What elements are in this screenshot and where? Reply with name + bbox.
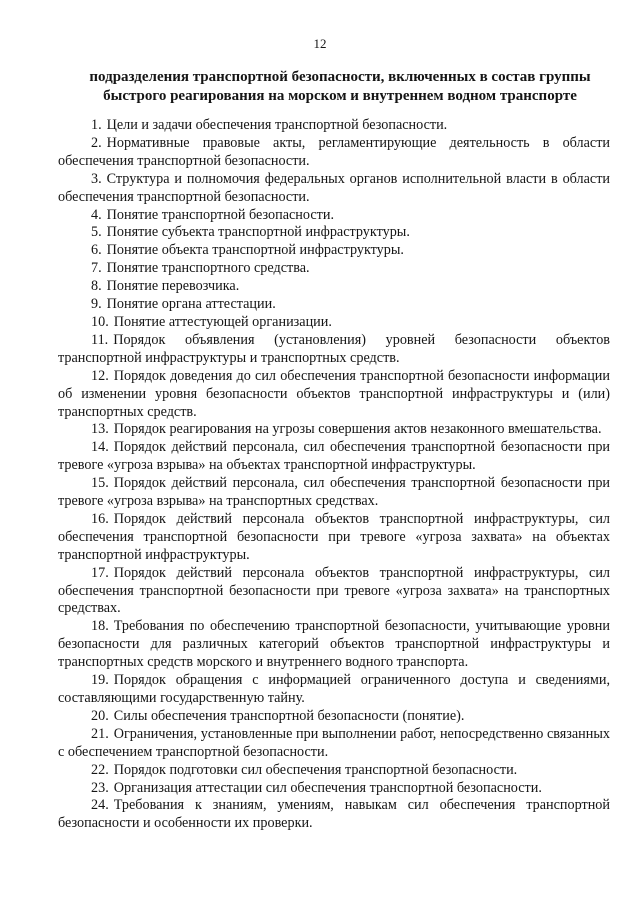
list-item-text: Порядок объявления (установления) уровней безопасности объектов транспортной инфраструктуры и транспортных средств. bbox=[58, 331, 610, 366]
list-item bbox=[58, 314, 610, 332]
list-item-number: 17. bbox=[91, 564, 109, 581]
list-item bbox=[58, 421, 610, 439]
list-item-number: 16. bbox=[91, 510, 109, 527]
list-item-text: Понятие транспортного средства. bbox=[106, 260, 310, 277]
list-item-text: Требования по обеспечению транспортной безопасности, учитывающие уровни безопасности для различных категорий объектов транспортной инфраструктуры и транспортных средств морского и внутреннего водного транспорта. bbox=[58, 618, 610, 671]
list-item-text: Понятие транспортной безопасности. bbox=[106, 206, 334, 223]
list-item-text: Понятие субъекта транспортной инфраструктуры. bbox=[106, 224, 410, 241]
section-heading bbox=[60, 68, 620, 106]
list-item-number: 8. bbox=[91, 278, 102, 295]
list-item-number: 13. bbox=[91, 421, 109, 438]
page-number: 12 bbox=[313, 36, 327, 51]
list-item-text: Понятие объекта транспортной инфраструктуры. bbox=[106, 242, 404, 259]
list-item-number: 6. bbox=[91, 242, 102, 259]
list-item-number: 11. bbox=[91, 331, 109, 348]
list-item-number: 1. bbox=[91, 117, 102, 133]
heading-line-1: подразделения транспортной безопасности, включенных в состав группы bbox=[89, 69, 591, 85]
list-item-number: 15. bbox=[91, 475, 109, 492]
list-item-text: Понятие аттестующей организации. bbox=[113, 313, 332, 330]
list-item-text: Порядок действий персонала, сил обеспечения транспортной безопасности при тревоге «угроза взрыва» на транспортных средствах. bbox=[58, 475, 610, 510]
list-item bbox=[58, 224, 610, 242]
list-item bbox=[58, 726, 610, 762]
list-item-text: Цели и задачи обеспечения транспортной безопасности. bbox=[106, 117, 448, 133]
list-item bbox=[58, 260, 610, 278]
list-item bbox=[58, 780, 610, 798]
list-item bbox=[58, 135, 610, 171]
list-item bbox=[58, 511, 610, 565]
list-item-text: Нормативные правовые акты, регламентирующие деятельность в области обеспечения транспортной безопасности. bbox=[58, 134, 610, 169]
list-item-text: Структура и полномочия федеральных органов исполнительной власти в области обеспечения транспортной безопасности. bbox=[58, 170, 610, 205]
list-item-text: Требования к знаниям, умениям, навыкам сил обеспечения транспортной безопасности и особенности их проверки. bbox=[58, 797, 610, 832]
list-item bbox=[58, 708, 610, 726]
list-item-number: 4. bbox=[91, 206, 102, 223]
list-item bbox=[58, 368, 610, 422]
list-item-text: Порядок подготовки сил обеспечения транспортной безопасности. bbox=[113, 761, 518, 778]
list-item-text: Организация аттестации сил обеспечения транспортной безопасности. bbox=[113, 779, 542, 796]
list-item-number: 9. bbox=[91, 296, 102, 313]
list-item bbox=[58, 296, 610, 314]
list-item bbox=[58, 332, 610, 368]
list-item-text: Силы обеспечения транспортной безопасности (понятие). bbox=[113, 707, 465, 724]
list-item bbox=[58, 565, 610, 619]
list-item-number: 18. bbox=[91, 618, 109, 635]
list-item-text: Порядок обращения с информацией ограниченного доступа и сведениями, составляющими государственную тайну. bbox=[58, 672, 610, 706]
numbered-list bbox=[58, 117, 610, 833]
list-item bbox=[58, 797, 610, 833]
list-item-number: 3. bbox=[91, 170, 102, 187]
list-item-number: 24. bbox=[91, 797, 109, 814]
list-item-number: 14. bbox=[91, 439, 109, 456]
list-item-text: Ограничения, установленные при выполнении работ, непосредственно связанных с обеспечением транспортной безопасности. bbox=[58, 725, 610, 760]
list-item bbox=[58, 475, 610, 511]
list-item bbox=[58, 242, 610, 260]
list-item-number: 10. bbox=[91, 313, 109, 330]
list-item-text: Порядок действий персонала объектов транспортной инфраструктуры, сил обеспечения транспортной безопасности при тревоге «угроза захвата» на объектах транспортной инфраструктуры. bbox=[58, 510, 610, 563]
list-item-number: 12. bbox=[91, 367, 109, 384]
list-item bbox=[58, 207, 610, 225]
heading-line-2: быстрого реагирования на морском и внутреннем водном транспорте bbox=[103, 88, 577, 104]
list-item-number: 23. bbox=[91, 779, 109, 796]
list-item bbox=[58, 278, 610, 296]
list-item-text: Понятие перевозчика. bbox=[106, 278, 240, 295]
list-item-text: Порядок действий персонала объектов транспортной инфраструктуры, сил обеспечения транспортной безопасности при тревоге «угроза захвата» на транспортных средствах. bbox=[58, 564, 610, 617]
list-item-number: 21. bbox=[91, 725, 109, 742]
list-item bbox=[58, 439, 610, 475]
list-item-number: 22. bbox=[91, 761, 109, 778]
list-item bbox=[58, 171, 610, 207]
list-item-text: Порядок реагирования на угрозы совершения актов незаконного вмешательства. bbox=[113, 421, 602, 438]
list-item-number: 5. bbox=[91, 224, 102, 241]
list-item bbox=[58, 117, 610, 135]
list-item-number: 19. bbox=[91, 672, 109, 689]
list-item-number: 7. bbox=[91, 260, 102, 277]
list-item bbox=[58, 618, 610, 672]
list-item-number: 20. bbox=[91, 707, 109, 724]
list-item-text: Порядок доведения до сил обеспечения транспортной безопасности информации об изменении уровня безопасности объектов транспортной инфраструктуры и (или) транспортных средств. bbox=[58, 367, 610, 420]
list-item-text: Понятие органа аттестации. bbox=[106, 296, 276, 313]
list-item-number: 2. bbox=[91, 134, 102, 151]
list-item bbox=[58, 762, 610, 780]
list-item-text: Порядок действий персонала, сил обеспечения транспортной безопасности при тревоге «угроза взрыва» на объектах транспортной инфраструктуры. bbox=[58, 439, 610, 474]
list-item bbox=[58, 672, 610, 708]
